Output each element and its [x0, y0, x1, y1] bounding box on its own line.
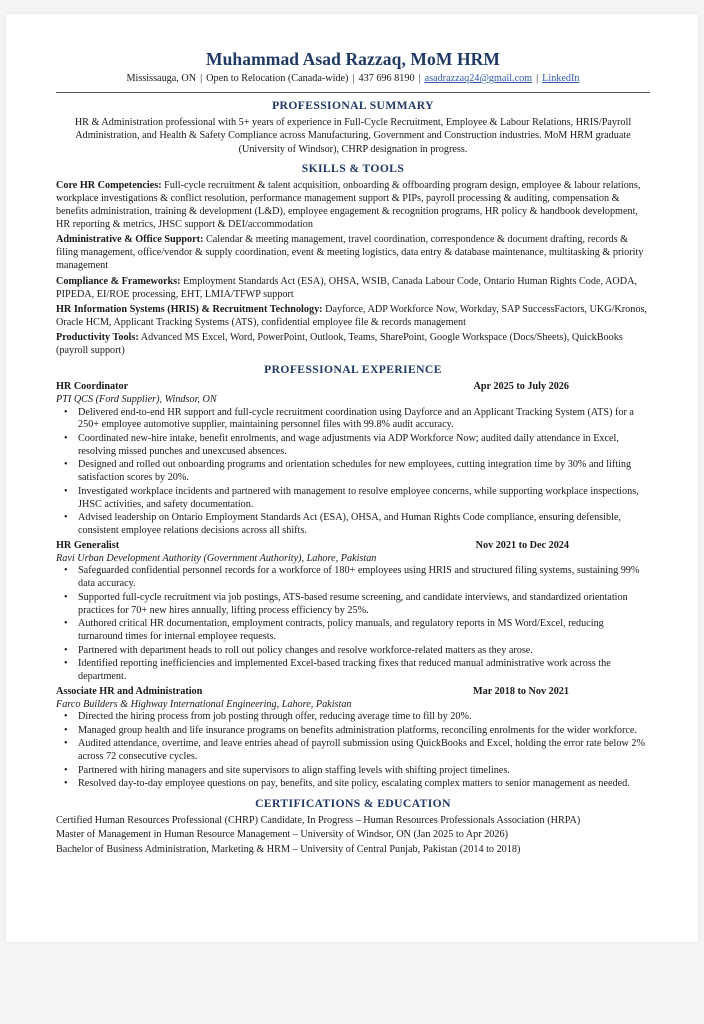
skill-group [56, 179, 650, 231]
bullet-item: • Resolved day-to-day employee questions on pay, benefits, and site policy, escalating complex matters to senior management as needed. [78, 778, 650, 791]
resume-content [56, 48, 650, 857]
header-divider [56, 92, 650, 93]
job-dates: Nov 2021 to Dec 2024 [475, 539, 569, 551]
skill-label: Administrative & Office Support: [56, 234, 204, 246]
skills-heading: SKILLS & TOOLS [301, 161, 405, 175]
separator: | [536, 73, 539, 84]
education-item: Master of Management in Human Resource Management – University of Windsor, ON (Jan 2025 to Apr 2026) [56, 829, 508, 841]
skill-text: Employment Standards Act (ESA), OHSA, WSIB, Canada Labour Code, Ontario Human Rights Code, AODA, PIPEDA, EI/ROE processing, EHT, LMIA/TFWP support [56, 275, 638, 300]
location: Mississauga, ON [126, 73, 197, 84]
bullet-item: • Audited attendance, overtime, and leave entries ahead of payroll submission using QuickBooks and Excel, holding the error rate below 2% across 72 consecutive cycles. [78, 738, 650, 764]
job-title: HR Generalist [56, 539, 120, 551]
education-list [56, 814, 650, 857]
bullet-item: • Directed the hiring process from job posting through offer, reducing average time to fill by 20%. [78, 711, 650, 724]
experience-heading: PROFESSIONAL EXPERIENCE [264, 363, 442, 377]
summary-text: HR & Administration professional with 5+ years of experience in Full-Cycle Recruitment, Employee & Labour Relations, HRIS/Payroll Administration, and Health & Safety Compliance across Manufacturing, Government and Construction industries. MoM HRM graduate (University of Windsor), CHRP designation in progress. [74, 117, 632, 155]
bullet-item: • Designed and rolled out onboarding programs and orientation schedules for new employees, cutting integration time by 30% and lifting satisfaction scores by 20%. [78, 459, 650, 485]
skill-label: Core HR Competencies: [56, 179, 162, 191]
skill-text: Calendar & meeting management, travel coordination, correspondence & document drafting, records & filing management, office/vendor & supply coordination, event & meeting logistics, data entry & database maintenance, multitasking & priority management [56, 234, 644, 272]
skill-label: Productivity Tools: [56, 331, 139, 343]
job-bullets [56, 565, 650, 684]
skills-list [56, 179, 650, 357]
job-header [56, 539, 650, 552]
bullet-item: • Managed group health and life insurance programs on benefits administration platforms, reconciling enrolments for the wider workforce. [78, 725, 650, 738]
phone: 437 696 8190 [358, 73, 415, 84]
separator: | [418, 73, 421, 84]
skill-text: Advanced MS Excel, Word, PowerPoint, Outlook, Teams, SharePoint, Google Workspace (Docs/Sheets), QuickBooks (payroll support) [56, 331, 623, 357]
education-item: Certified Human Resources Professional (CHRP) Candidate, In Progress – Human Resources Professionals Association (HRPA) [56, 815, 581, 827]
job-title: Associate HR and Administration [56, 685, 203, 697]
skill-group [56, 275, 650, 301]
candidate-name: Muhammad Asad Razzaq, MoM HRM [205, 49, 501, 69]
job-title: HR Coordinator [56, 381, 129, 393]
relocation: Open to Relocation (Canada-wide) [206, 73, 349, 84]
job-entry [56, 539, 650, 684]
bullet-item: • Authored critical HR documentation, employment contracts, policy manuals, and regulatory reports in MS Word/Excel, reducing turnaround times for internal employee requests. [78, 618, 650, 644]
job-header [56, 685, 650, 698]
education-heading: CERTIFICATIONS & EDUCATION [255, 797, 451, 811]
summary-heading: PROFESSIONAL SUMMARY [272, 99, 434, 112]
separator: | [352, 73, 355, 84]
bullet-item: • Delivered end-to-end HR support and full-cycle recruitment coordination using Dayforce and an Applicant Tracking System (ATS) for a 250+ employee automotive supplier, maintaining personnel files with 99.8% audit accuracy. [78, 407, 650, 433]
job-organization: PTI QCS (Ford Supplier), Windsor, ON [56, 394, 217, 406]
bullet-item: • Identified reporting inefficiencies and implemented Excel-based tracking fixes that reduced manual administrative work across the department. [78, 658, 650, 684]
job-bullets [56, 711, 650, 791]
bullet-item: • Advised leadership on Ontario Employment Standards Act (ESA), OHSA, and Human Rights Code compliance, ensuring defensible, consistent employee relations decisions across all shifts. [78, 512, 650, 538]
skill-text: Dayforce, ADP Workforce Now, Workday, SAP SuccessFactors, UKG/Kronos, Oracle HCM, Applicant Tracking Systems (ATS), confidential employee file & records management [56, 303, 647, 328]
skill-label: Compliance & Frameworks: [56, 275, 181, 287]
bullet-item: • Partnered with department heads to roll out policy changes and resolve workforce-related matters as they arose. [78, 645, 650, 658]
skill-text: Full-cycle recruitment & talent acquisition, onboarding & offboarding program design, employee & labour relations, workplace investigations & conflict resolution, performance management support & PIPs, payroll processing & auditing, compensation & benefits administration, training & development (L&D), employee engagement & recognition programs, HR policy & handbook development, HR reporting & metrics, JHSC support & DEI/accommodation [56, 179, 641, 231]
separator: | [200, 73, 203, 84]
education-item: Bachelor of Business Administration, Marketing & HRM – University of Central Punjab, Pakistan (2014 to 2018) [56, 843, 521, 855]
skill-group [56, 233, 650, 272]
bullet-item: • Safeguarded confidential personnel records for a workforce of 180+ employees using HRIS and structured filing systems, sustaining 99% data accuracy. [78, 565, 650, 591]
bullet-item: • Partnered with hiring managers and site supervisors to align staffing levels with shifting project timelines. [78, 765, 650, 778]
job-entry [56, 685, 650, 791]
job-dates: Apr 2025 to July 2026 [473, 381, 569, 393]
resume-page [6, 14, 698, 942]
skill-group [56, 303, 650, 329]
job-organization: Farco Builders & Highway International Engineering, Lahore, Pakistan [56, 699, 352, 711]
job-organization: Ravi Urban Development Authority (Government Authority), Lahore, Pakistan [56, 553, 377, 565]
skill-group [56, 331, 650, 357]
bullet-item: • Coordinated new-hire intake, benefit enrolments, and wage adjustments via ADP Workforce Now; audited daily attendance in Excel, resolving missed punches and unexcused absences. [78, 433, 650, 459]
contact-line [56, 72, 650, 86]
job-entry [56, 380, 650, 538]
bullet-item: • Supported full-cycle recruitment via job postings, ATS-based resume screening, and candidate interviews, and standardized orientation practices for 70+ new hires annually, lifting process efficiency by 25%. [78, 592, 650, 618]
bullet-item: • Investigated workplace incidents and partnered with management to resolve employee concerns, while supporting workplace inspections, JHSC activities, and safety documentation. [78, 486, 650, 512]
job-bullets [56, 407, 650, 538]
email-link[interactable]: asadrazzaq24@gmail.com [424, 73, 533, 84]
linkedin-link[interactable]: LinkedIn [542, 73, 580, 84]
job-dates: Mar 2018 to Nov 2021 [472, 685, 569, 697]
job-header [56, 380, 650, 393]
skill-label: HR Information Systems (HRIS) & Recruitment Technology: [56, 303, 323, 315]
